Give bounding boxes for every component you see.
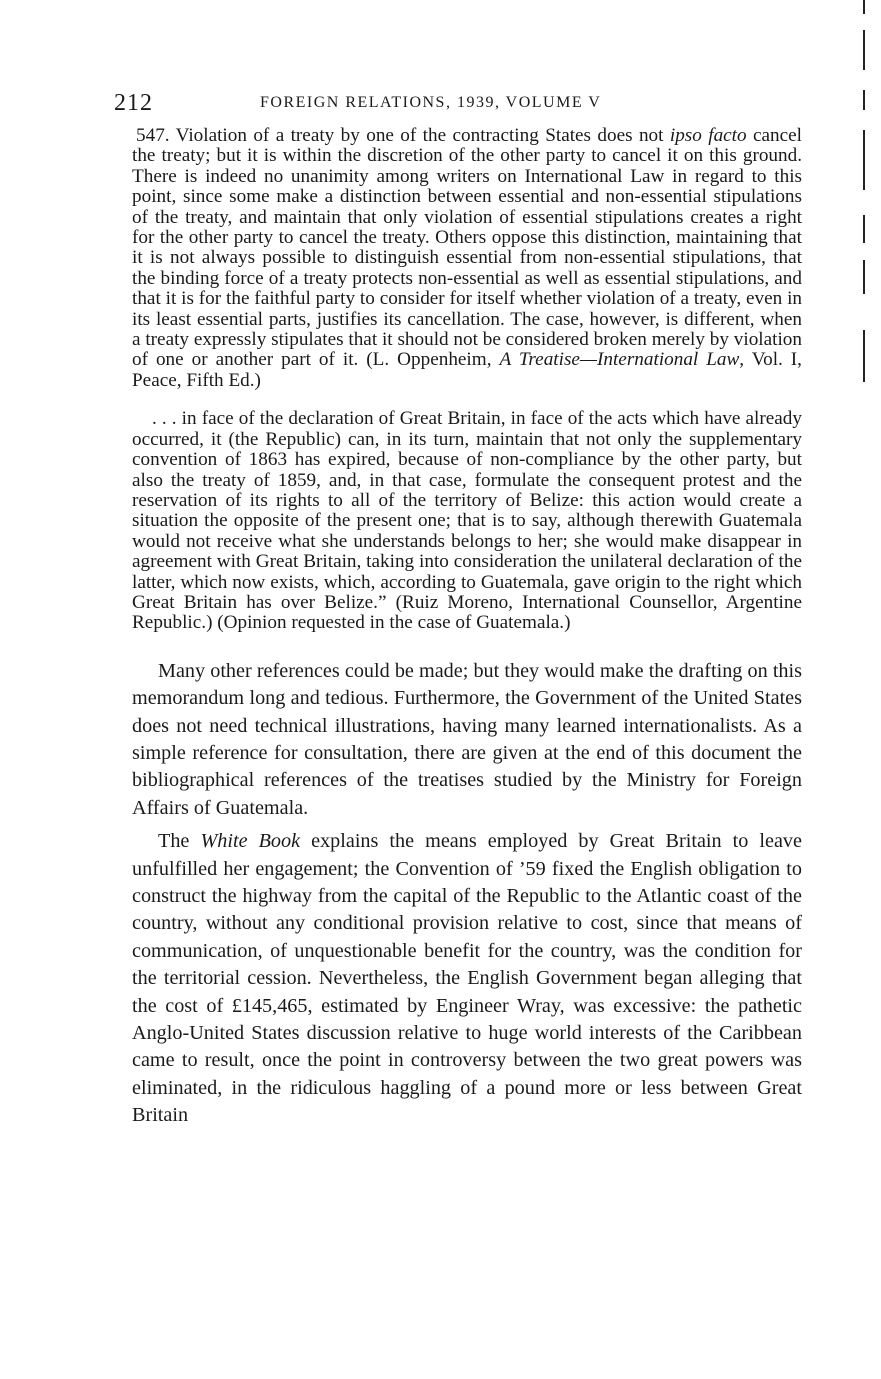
section-number: 547. [136,125,170,146]
page [114,86,802,1130]
white-book-title: White Book [200,830,301,853]
running-head: FOREIGN RELATIONS, 1939, VOLUME V [260,94,602,111]
quote-oppenheim: 547. Violation of a treaty by one of the contracting States does not ipso facto cancel the treaty; but it is within the discretion of the other party to cancel it on this ground. There is indeed no unanimity among writers on International Law in regard to this point, since some make a distinction between essential and non-essential stipulations of the treaty, and maintain that only violation of essential stipulations creates a right for the other party to cancel the treaty. Others oppose this distinction, maintaining that it is not always possible to distinguish essential from non-essential stipulations, that the binding force of a treaty protects non-essential as well as essential stipulations, and that it is for the faithful party to consider for itself whether violation of a treaty, even in its least essential parts, justifies its cancellation. The case, however, is different, when a treaty expressly stipulates that it should not be considered broken merely by violation of one or another part of it. (L. Oppenheim, A Treatise—International Law, Vol. I, Peace, Fifth Ed.) [132,125,802,391]
treatise-title: A Treatise—International Law [499,349,740,371]
margin-scan-marks [863,0,869,400]
paragraph-white-book: The White Book explains the means employed by Great Britain to leave unfulfilled her engagement; the Convention of ’59 fixed the English obligation to construct the highway from the capital of the Republic to the Atlantic coast of the country, without any conditional provision relative to cost, since that means of communication, of unquestionable benefit for the country, was the condition for the territorial cession. Nevertheless, the English Government began alleging that the cost of £145,465, estimated by Engineer Wray, was excessive: the pathetic Anglo-United States discussion relative to huge world interests of the Caribbean came to result, once the point in controversy between the two great powers was eliminated, in the ridiculous haggling of a pound more or less between Great Britain [132,830,802,1127]
page-header [114,86,802,126]
quote-ruiz-moreno: . . . in face of the declaration of Great Britain, in face of the acts which have already occurred, it (the Republic) can, in its turn, maintain that not only the supplementary convention of 1863 has expired, because of non-compliance by the other party, but also the treaty of 1859, and, in that case, formulate the consequent protest and the reservation of its rights to all of the territory of Belize: this action would create a situation the opposite of the present one; that is to say, although therewith Guatemala would not receive what she understands belongs to her; she would make disappear in agreement with Great Britain, taking into consideration the unilateral declaration of the latter, which now exists, which, according to Guatemala, gave origin to the right which Great Britain has over Belize.” (Ruiz Moreno, International Counsellor, Argentine Republic.) (Opinion requested in the case of Guatemala.) [132,408,802,634]
paragraph-references: Many other references could be made; but they would make the drafting on this memorandum long and tedious. Furthermore, the Government of the United States does not need technical illustrations, having many learned internationalists. As a simple reference for consultation, there are given at the end of this document the bibliographical references of the treatises studied by the Ministry for Foreign Affairs of Guatemala. [132,659,802,819]
page-number: 212 [114,90,153,116]
